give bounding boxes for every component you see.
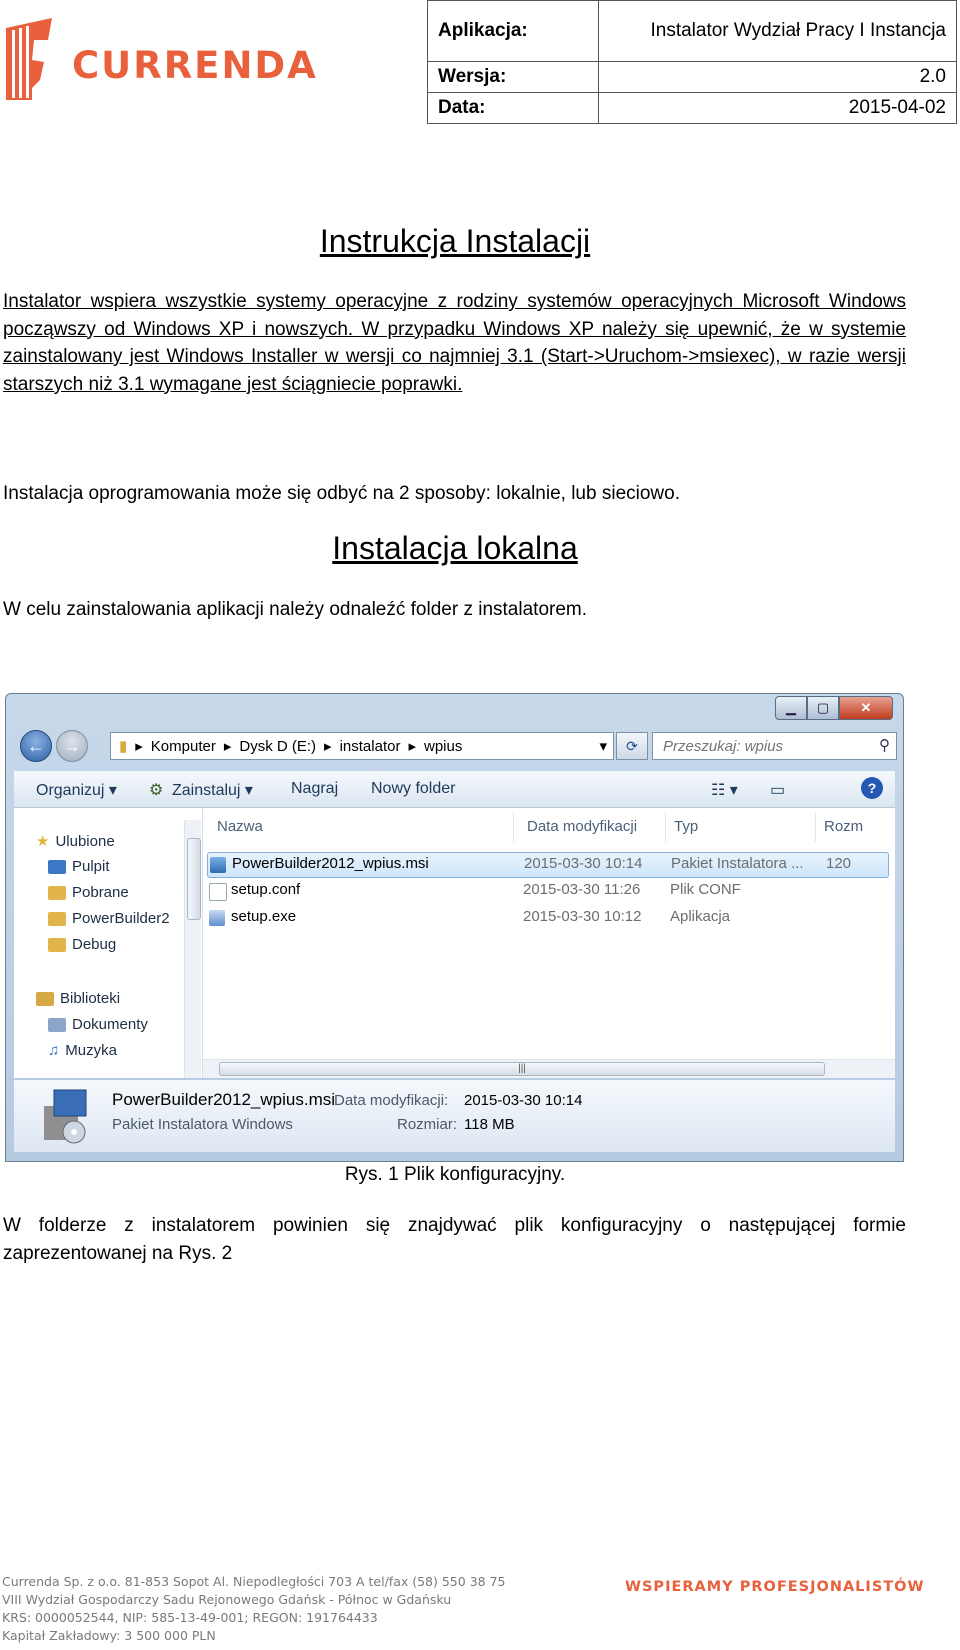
nav-label: PowerBuilder2 [72, 910, 170, 927]
navigation-bar [14, 728, 895, 762]
scrollbar-thumb[interactable] [187, 838, 201, 920]
documents-icon [48, 1018, 66, 1032]
breadcrumb-item[interactable]: instalator [339, 737, 401, 755]
document-title: Instrukcja Instalacji [319, 223, 591, 259]
footer-slogan: WSPIERAMY PROFESJONALISTÓW [625, 1579, 925, 1595]
installation-ways-paragraph: Instalacja oprogramowania może się odbyć na 2 sposoby: lokalnie, lub sieciowo. [3, 483, 680, 504]
msi-package-icon [40, 1088, 92, 1144]
nav-favorites[interactable] [36, 832, 115, 850]
nav-label: Dokumenty [72, 1016, 148, 1033]
navigation-pane [14, 808, 203, 1078]
minimize-icon: ▁ [786, 700, 796, 715]
nav-item-documents[interactable] [48, 1016, 148, 1033]
file-date: 2015-03-30 11:26 [523, 881, 641, 898]
window-caption-buttons [775, 696, 893, 720]
nav-label: Pulpit [72, 858, 110, 875]
company-footer [2, 1573, 522, 1645]
file-name: PowerBuilder2012_wpius.msi [232, 855, 429, 872]
nav-item-downloads[interactable] [48, 884, 129, 901]
breadcrumb-item[interactable]: wpius [423, 737, 463, 755]
nav-item-debug[interactable] [48, 936, 116, 953]
meta-row-version [428, 62, 957, 93]
chevron-down-icon[interactable]: ▾ [599, 738, 607, 755]
desktop-icon [48, 860, 66, 874]
file-row[interactable] [207, 852, 889, 878]
nav-label: Debug [72, 936, 117, 953]
nav-item-music[interactable] [48, 1042, 117, 1059]
file-type: Plik CONF [670, 881, 741, 898]
explorer-window [5, 693, 904, 1162]
file-name: setup.conf [231, 881, 301, 898]
footer-line: Currenda Sp. z o.o. 81-853 Sopot Al. Niepodległości 703 A tel/fax (58) 550 38 75 [2, 1574, 506, 1589]
refresh-button[interactable] [616, 732, 648, 760]
nav-item-powerbuilder[interactable] [48, 910, 170, 927]
meta-label: Aplikacja: [428, 1, 599, 62]
nav-label: Ulubione [55, 832, 115, 850]
chevron-right-icon: ▸ [324, 738, 332, 755]
folder-icon [48, 912, 66, 926]
details-size-value: 118 MB [464, 1116, 515, 1133]
file-type: Pakiet Instalatora ... [671, 855, 804, 872]
column-header-date[interactable]: Data modyfikacji [527, 818, 638, 835]
details-file-name: PowerBuilder2012_wpius.msi [112, 1090, 336, 1109]
document-meta-table [427, 0, 957, 124]
details-pane [14, 1080, 895, 1152]
file-date: 2015-03-30 10:12 [523, 908, 642, 925]
install-button[interactable]: Zainstaluj ▾ [172, 782, 253, 799]
section-title: Instalacja lokalna [332, 530, 578, 566]
search-input[interactable] [661, 737, 865, 756]
search-box [652, 732, 897, 760]
refresh-icon: ⟳ [626, 737, 638, 754]
nav-libraries[interactable] [36, 990, 120, 1007]
nav-item-desktop[interactable] [48, 858, 110, 875]
burn-button[interactable]: Nagraj [291, 780, 339, 797]
address-bar[interactable] [110, 732, 614, 760]
meta-value: Instalator Wydział Pracy I Instancja [599, 1, 957, 62]
new-folder-button[interactable]: Nowy folder [371, 780, 456, 797]
meta-label: Wersja: [428, 62, 599, 93]
column-header-type[interactable]: Typ [674, 818, 699, 835]
section-paragraph: W celu zainstalowania aplikacji należy odnaleźć folder z instalatorem. [3, 599, 588, 620]
scrollbar-thumb[interactable]: ||| [219, 1062, 825, 1076]
close-icon: ✕ [860, 700, 872, 715]
intro-paragraph: Instalator wspiera wszystkie systemy operacyjne z rodziny systemów operacyjnych Microsoft Windows począwszy od Windows XP i nowszych. W przypadku Windows XP należy się upewnić, że w systemie zainstalowany jest Windows Installer w wersji co najmniej 3.1 (Start->Uruchom->msiexec), w razie wersji starszych niż 3.1 wymagane jest ściągniecie poprawki. [3, 291, 906, 395]
file-row[interactable] [207, 906, 887, 930]
close-button[interactable] [839, 696, 893, 720]
file-list [203, 808, 895, 1078]
details-modified-value: 2015-03-30 10:14 [464, 1092, 583, 1109]
footer-line: Kapitał Zakładowy: 3 500 000 PLN [2, 1628, 216, 1643]
figure-caption: Rys. 1 Plik konfiguracyjny. [344, 1164, 566, 1185]
file-size: 120 [826, 855, 852, 872]
currenda-logo-icon [4, 10, 64, 100]
nav-label: Biblioteki [60, 990, 121, 1007]
file-icon [209, 883, 227, 901]
details-modified-label: Data modyfikacji: [334, 1092, 449, 1109]
nav-label: Pobrane [72, 884, 129, 901]
music-icon: ♫ [48, 1042, 60, 1059]
meta-value: 2.0 [599, 62, 957, 93]
footer-line: VIII Wydział Gospodarczy Sadu Rejonowego Gdańsk - Północ w Gdańsku [2, 1592, 452, 1607]
organize-button[interactable]: Organizuj ▾ [36, 782, 117, 799]
breadcrumb-item[interactable]: Dysk D (E:) [239, 737, 317, 755]
arrow-right-icon: → [63, 735, 81, 756]
column-separator[interactable] [513, 812, 514, 842]
meta-row-application [428, 1, 957, 62]
star-icon: ★ [36, 833, 50, 850]
search-icon[interactable]: ⚲ [879, 737, 890, 754]
arrow-left-icon: ← [27, 735, 45, 756]
maximize-button[interactable] [807, 696, 839, 720]
column-header-size[interactable]: Rozm [824, 818, 864, 835]
file-date: 2015-03-30 10:14 [524, 855, 643, 872]
minimize-button[interactable] [775, 696, 807, 720]
footer-line: KRS: 0000052544, NIP: 585-13-49-001; REGON: 191764433 [2, 1610, 378, 1625]
column-separator[interactable] [815, 812, 816, 842]
meta-label: Data: [428, 93, 599, 124]
column-header-name[interactable]: Nazwa [217, 818, 263, 835]
msi-package-icon [210, 857, 226, 873]
folder-icon: ▮ [119, 738, 128, 755]
nav-label: Muzyka [65, 1042, 117, 1059]
chevron-right-icon: ▸ [408, 738, 416, 755]
command-bar [14, 771, 895, 808]
install-icon: ⚙ [149, 782, 164, 799]
meta-value: 2015-04-02 [599, 93, 957, 124]
file-row[interactable] [207, 879, 887, 903]
meta-row-date [428, 93, 957, 124]
help-icon[interactable]: ? [861, 777, 883, 799]
maximize-icon: ▢ [816, 700, 830, 715]
file-type: Aplikacja [670, 908, 731, 925]
view-options-icon[interactable]: ☷ ▾ [711, 782, 738, 799]
preview-pane-icon[interactable]: ▭ [770, 782, 786, 799]
file-name: setup.exe [231, 908, 297, 925]
column-separator[interactable] [665, 812, 666, 842]
currenda-logo [4, 10, 318, 100]
chevron-right-icon: ▸ [135, 738, 143, 755]
after-figure-paragraph: W folderze z instalatorem powinien się znajdywać plik konfiguracyjny o następującej formie zaprezentowanej na Rys. 2 [3, 1215, 906, 1264]
navigation-scrollbar[interactable] [184, 820, 201, 1078]
folder-icon [48, 886, 66, 900]
breadcrumb-item[interactable]: Komputer [150, 737, 216, 755]
library-icon [36, 992, 54, 1006]
chevron-right-icon: ▸ [223, 738, 232, 755]
back-button[interactable] [20, 730, 52, 762]
file-list-scrollbar[interactable] [203, 1059, 895, 1078]
forward-button[interactable] [56, 730, 88, 762]
folder-icon [48, 938, 66, 952]
setup-exe-icon [209, 910, 225, 926]
brand-name: CURRENDA [72, 44, 318, 87]
details-file-kind: Pakiet Instalatora Windows [112, 1116, 293, 1133]
details-size-label: Rozmiar: [397, 1116, 458, 1133]
